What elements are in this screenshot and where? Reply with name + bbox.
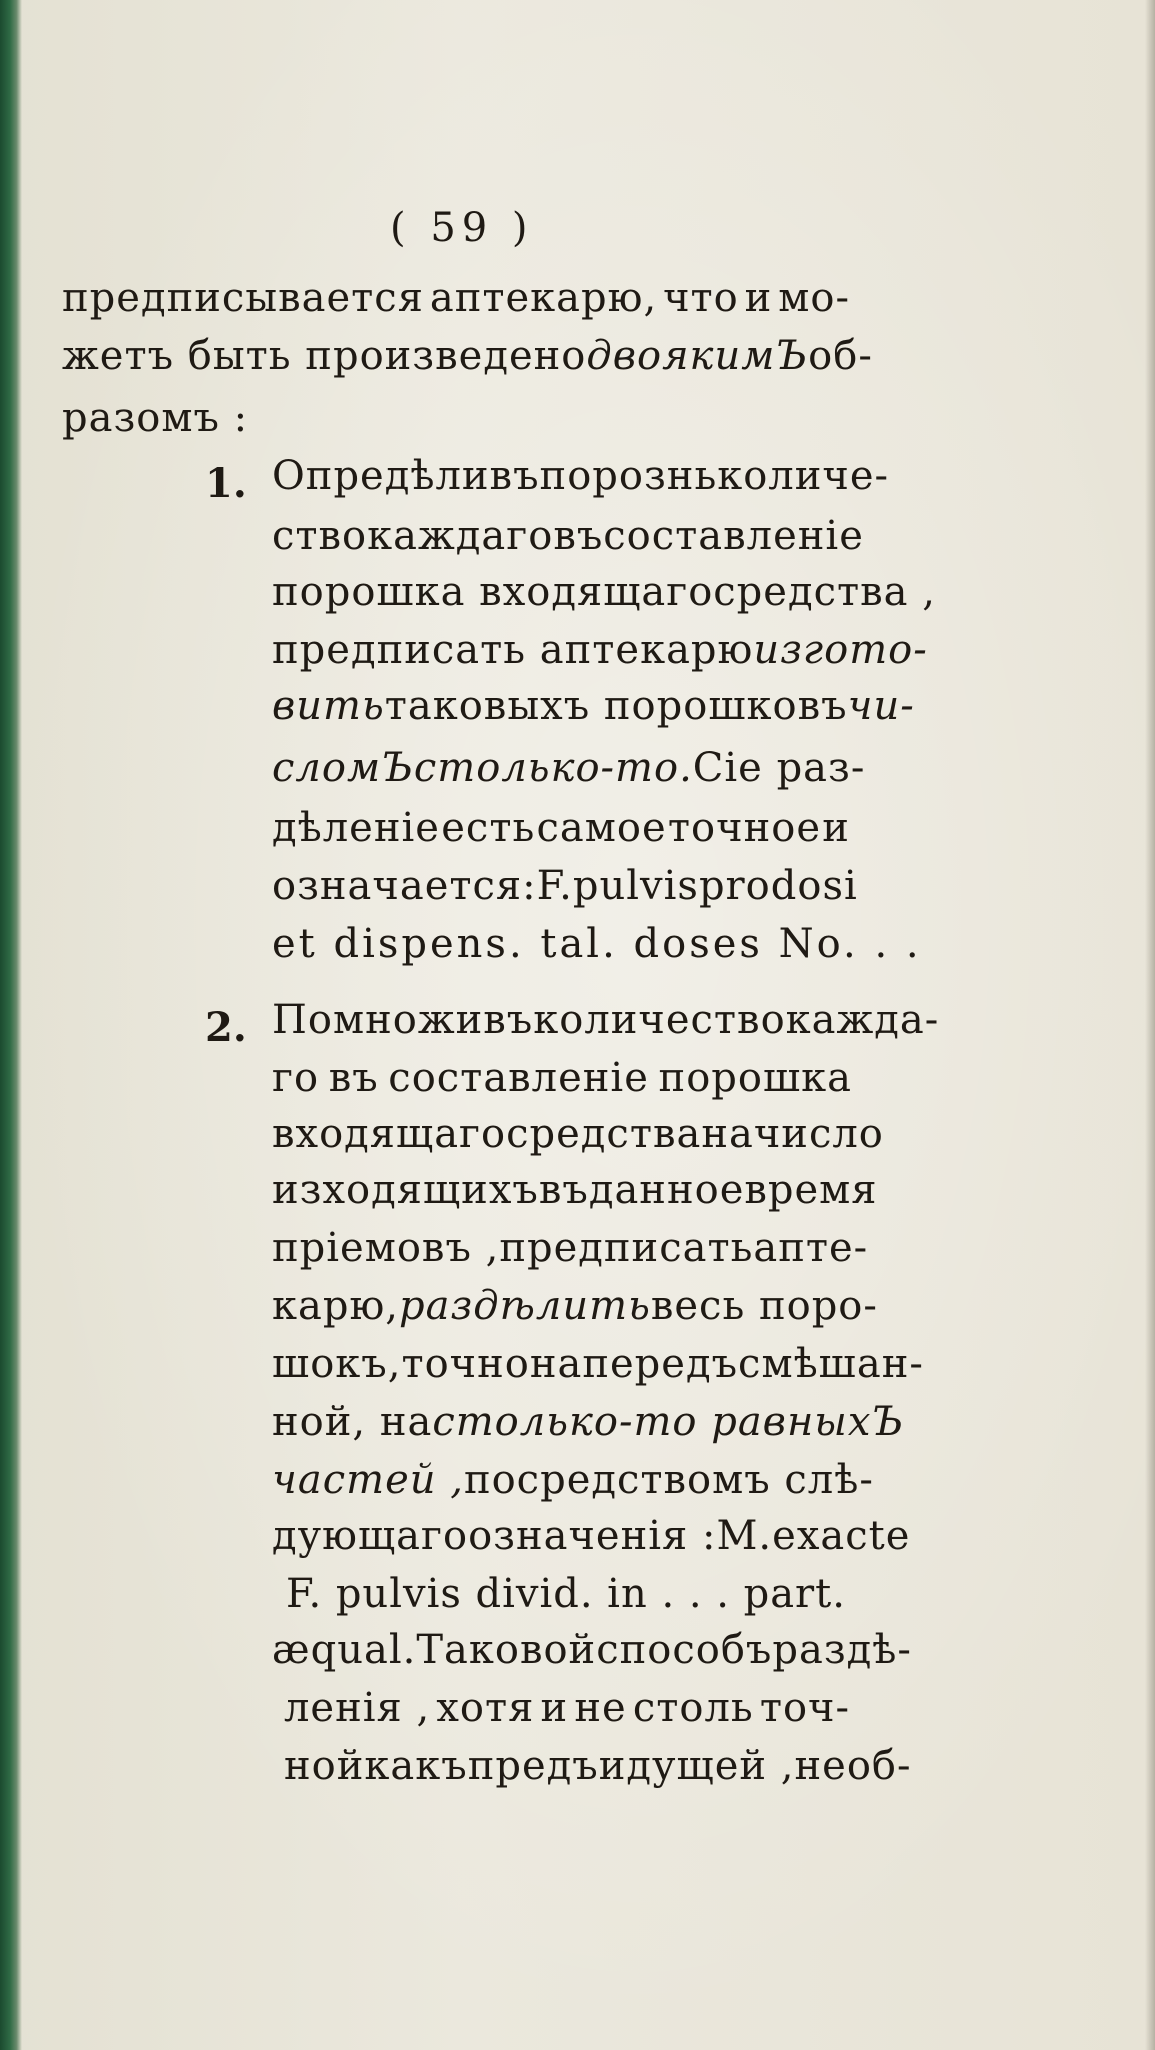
text-line bbox=[272, 513, 864, 559]
text-line bbox=[286, 1571, 846, 1617]
word: составленіе bbox=[603, 513, 864, 559]
word: дующаго bbox=[272, 1513, 469, 1559]
word: и bbox=[744, 275, 773, 321]
word: предписать bbox=[499, 1225, 754, 1271]
word: Таковой bbox=[416, 1627, 597, 1673]
item-number: 2. bbox=[205, 1004, 247, 1051]
word: число bbox=[753, 1111, 884, 1157]
text-line: разомъ : bbox=[62, 395, 249, 441]
text-line bbox=[272, 1399, 905, 1445]
word: F. bbox=[536, 863, 573, 909]
text-line bbox=[272, 997, 940, 1043]
word: способъ bbox=[596, 1627, 773, 1673]
text-line bbox=[272, 805, 850, 851]
text-line bbox=[272, 1055, 852, 1101]
word: кажда- bbox=[785, 997, 940, 1043]
word: divid. bbox=[475, 1571, 594, 1617]
word: мо- bbox=[778, 275, 850, 321]
text-run: предписать аптекарю bbox=[272, 627, 754, 673]
page-edge-shadow bbox=[1145, 0, 1155, 2050]
word: F. bbox=[286, 1571, 323, 1617]
italic-text: чи- bbox=[847, 683, 915, 729]
text-line bbox=[284, 1743, 912, 1789]
word: раздѣ- bbox=[772, 1627, 912, 1673]
page-number: ( 59 ) bbox=[390, 205, 534, 251]
text-line bbox=[62, 333, 873, 379]
word: средства , bbox=[713, 569, 936, 615]
word: изходящихъ bbox=[272, 1167, 539, 1213]
word: столь bbox=[632, 1685, 754, 1731]
word: хотя bbox=[436, 1685, 535, 1731]
item-number: 1. bbox=[205, 460, 247, 507]
book-binding-edge bbox=[0, 0, 22, 2050]
text-line bbox=[272, 1513, 911, 1559]
text-run: ной, на bbox=[272, 1399, 433, 1445]
word: какъ bbox=[364, 1743, 468, 1789]
text-line bbox=[62, 275, 850, 321]
italic-text: столько-то. bbox=[413, 745, 693, 791]
text-line bbox=[272, 863, 858, 909]
word: въ bbox=[538, 1167, 589, 1213]
word: пріемовъ , bbox=[272, 1225, 500, 1271]
word: данное bbox=[588, 1167, 745, 1213]
word: предписывается bbox=[62, 275, 424, 321]
italic-text: двоякимЪ bbox=[586, 333, 809, 379]
text-line bbox=[272, 745, 866, 791]
word: æqual. bbox=[272, 1627, 417, 1673]
word: part. bbox=[743, 1571, 846, 1617]
text-line bbox=[272, 1457, 874, 1503]
word: означается: bbox=[272, 863, 537, 909]
text-run: об- bbox=[808, 333, 873, 379]
word: входящаго bbox=[272, 1111, 507, 1157]
word: не bbox=[574, 1685, 627, 1731]
italic-text: сломЪ bbox=[272, 745, 414, 791]
text-line: et dispens. tal. doses No. . . bbox=[272, 921, 922, 967]
text-line bbox=[272, 1283, 878, 1329]
text-run: карю, bbox=[272, 1283, 399, 1329]
word: точно bbox=[401, 1341, 530, 1387]
word: порошка bbox=[658, 1055, 852, 1101]
word: dosi bbox=[770, 863, 858, 909]
word: средства bbox=[506, 1111, 702, 1157]
word: предъидущей , bbox=[467, 1743, 795, 1789]
word: ленія , bbox=[284, 1685, 431, 1731]
word: in . . . bbox=[607, 1571, 731, 1617]
word: составленіе bbox=[388, 1055, 649, 1101]
italic-text: раздѣлить bbox=[399, 1283, 651, 1329]
word: exacte bbox=[772, 1513, 911, 1559]
word: напередъ bbox=[529, 1341, 739, 1387]
word: означенія : bbox=[468, 1513, 717, 1559]
text-line bbox=[272, 1225, 869, 1271]
italic-text: частей , bbox=[272, 1457, 464, 1503]
word: шокъ, bbox=[272, 1341, 402, 1387]
text-line bbox=[272, 1627, 912, 1673]
word: количество bbox=[533, 997, 786, 1043]
text-line bbox=[272, 1111, 884, 1157]
word: самое bbox=[536, 805, 667, 851]
word: необ- bbox=[794, 1743, 912, 1789]
word: точное bbox=[667, 805, 821, 851]
text-line bbox=[272, 453, 890, 499]
text-line bbox=[272, 1167, 878, 1213]
word: pulvis bbox=[335, 1571, 462, 1617]
word: дѣленіе bbox=[272, 805, 440, 851]
word: смѣшан- bbox=[738, 1341, 924, 1387]
word: каждаго bbox=[367, 513, 554, 559]
word: въ bbox=[553, 513, 604, 559]
word: M. bbox=[716, 1513, 773, 1559]
word: въ bbox=[328, 1055, 379, 1101]
word: Опредѣливъ bbox=[272, 453, 540, 499]
word: точ- bbox=[759, 1685, 850, 1731]
word: ство bbox=[272, 513, 368, 559]
italic-text: столько-то равныхЪ bbox=[432, 1399, 905, 1445]
text-run: весь поро- bbox=[650, 1283, 878, 1329]
italic-text: вить bbox=[272, 683, 385, 729]
text-run: таковыхъ порошковъ bbox=[384, 683, 848, 729]
word: на bbox=[701, 1111, 754, 1157]
word: порознь bbox=[539, 453, 718, 499]
word: pulvis bbox=[572, 863, 699, 909]
word: аптекарю, bbox=[429, 275, 658, 321]
word: ной bbox=[284, 1743, 365, 1789]
text-run: жетъ быть произведено bbox=[62, 333, 587, 379]
word: апте- bbox=[753, 1225, 869, 1271]
word: pro bbox=[698, 863, 771, 909]
text-run: Сіе раз- bbox=[692, 745, 866, 791]
text-line bbox=[272, 683, 915, 729]
text-line bbox=[272, 569, 936, 615]
word: порошка входящаго bbox=[272, 569, 714, 615]
word: Помноживъ bbox=[272, 997, 534, 1043]
word: время bbox=[744, 1167, 878, 1213]
text-line bbox=[284, 1685, 850, 1731]
word: количе- bbox=[717, 453, 890, 499]
italic-text: изгото- bbox=[753, 627, 928, 673]
word: есть bbox=[441, 805, 536, 851]
text-run: посредствомъ слѣ- bbox=[463, 1457, 874, 1503]
word: и bbox=[822, 805, 850, 851]
text-line bbox=[272, 627, 928, 673]
word: го bbox=[272, 1055, 320, 1101]
word: что bbox=[663, 275, 739, 321]
text-line bbox=[272, 1341, 924, 1387]
word: и bbox=[540, 1685, 569, 1731]
